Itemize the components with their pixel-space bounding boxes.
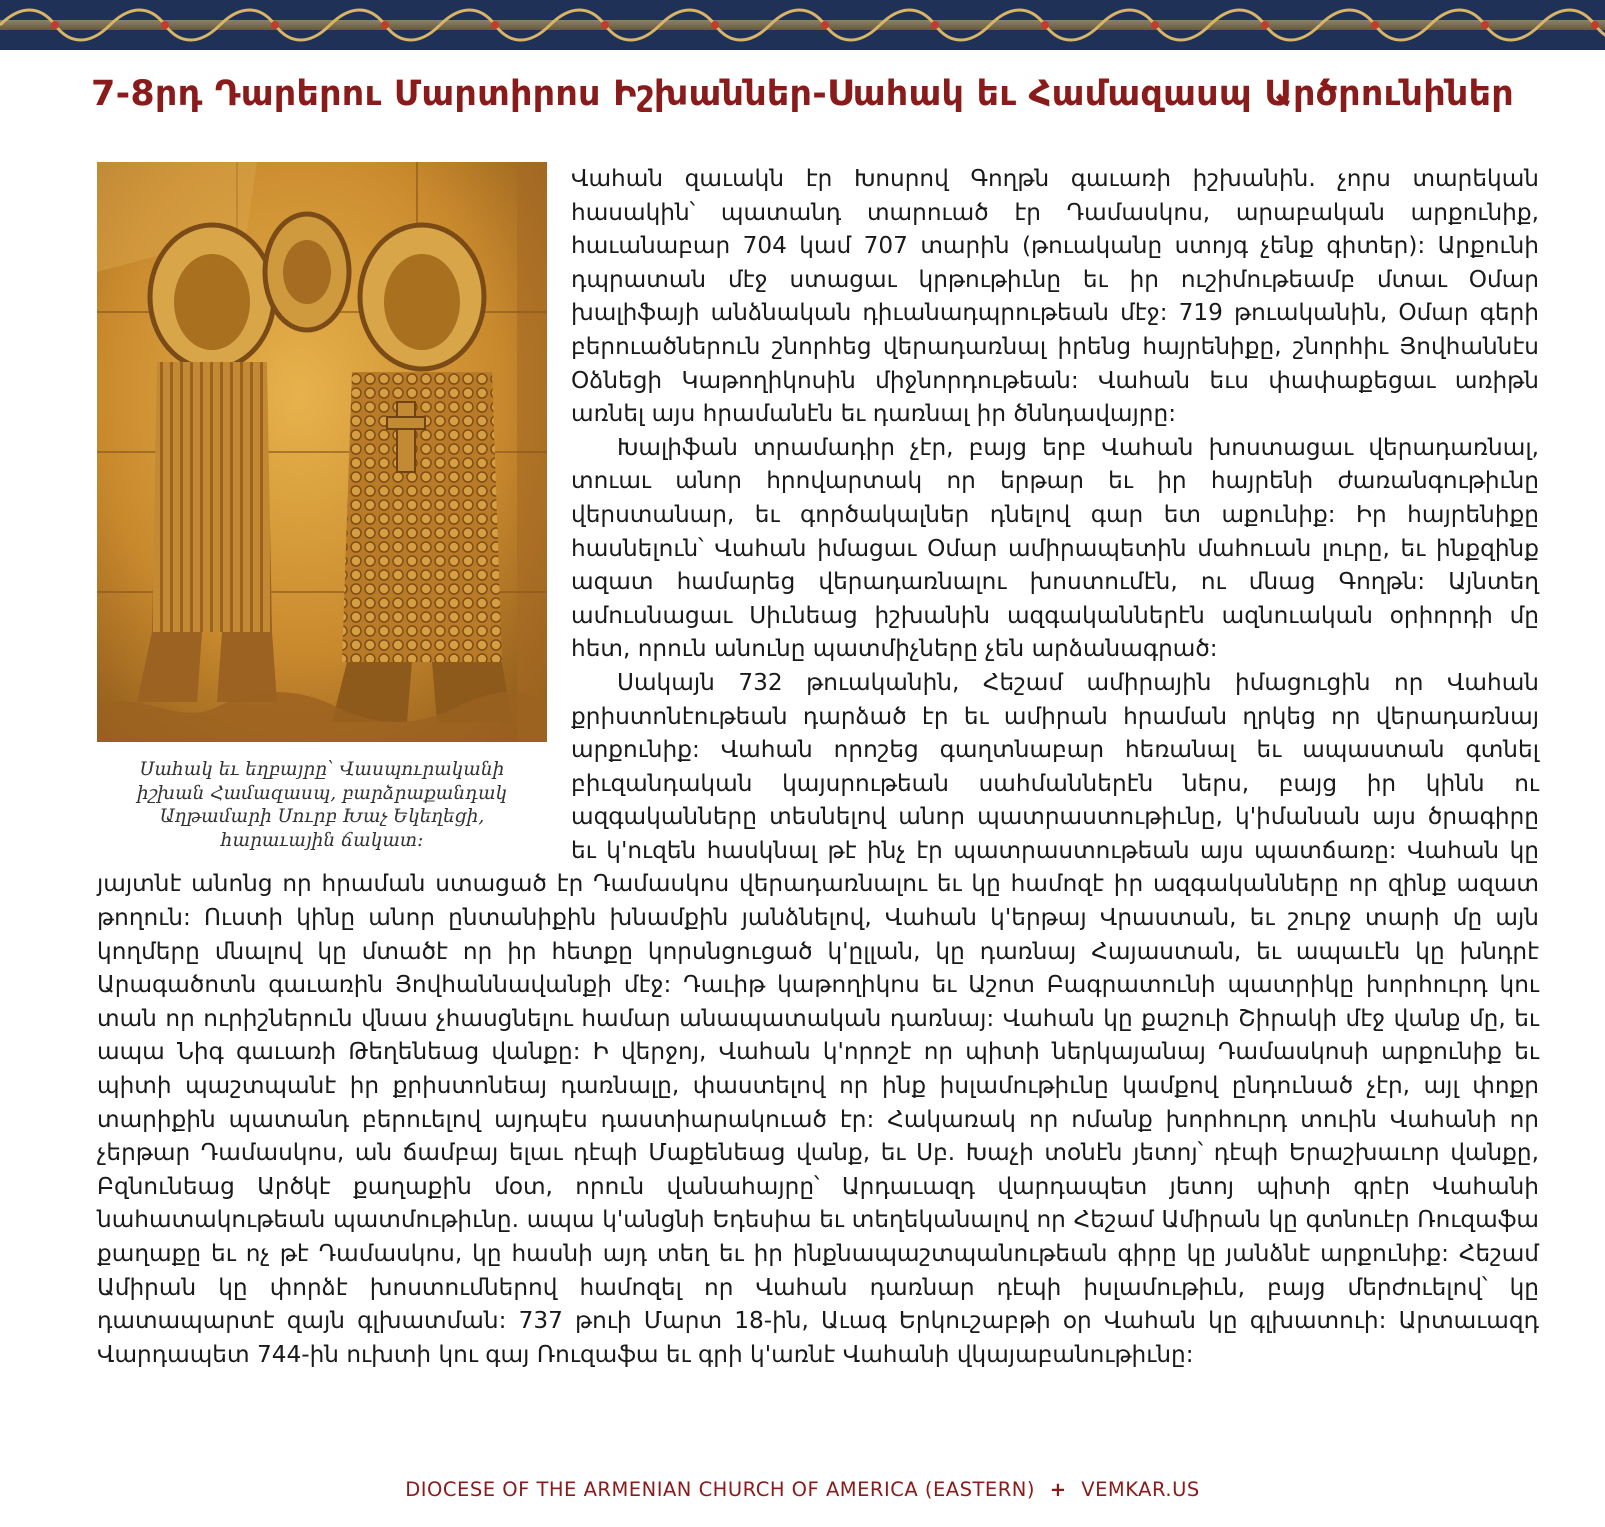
footer-website-link[interactable]: VEMKAR.US (1081, 1478, 1200, 1501)
figure (97, 162, 547, 852)
paragraph: Խալիֆան տրամադիր չէր, բայց երբ Վահան խոստացաւ վերադառնալ, տուաւ անոր հրովարտակ որ երթար եւ իր հայրենի ժառանգութիւնը վերստանար, եւ գործակալներ դնելով գար ետ աքունիք: Իր հայրենիքը հասնելուն՝ Վահան իմացաւ Օմար ամիրապետին մահուան լուրը, եւ ինքզինք ազատ համարեց վերադառնալու խոստումէն, ու մնաց Գողթն: Այնտեղ ամուսնացաւ Սիւնեաց իշխանին ազգականներէն ազնուական օրիորդի մը հետ, որուն անունը պատմիչները չեն արձանագրած: (571, 433, 1539, 663)
article-body (97, 162, 1539, 1371)
page-title: 7-8րդ Դարերու Մարտիրոս Իշխաններ-Սահակ եւ Համազասպ Արծրունիներ (91, 74, 1514, 114)
figure-caption: Սահակ եւ եղբայրը՝ Վասպուրականի իշխան Համազասպ, բարձրաքանդակ Աղթամարի Սուրբ Խաչ Եկեղեցի, հարաւային ճակատ: (136, 759, 508, 851)
footer (0, 1478, 1605, 1501)
paragraph: Սակայն 732 թուականին, Հեշամ ամիրային իմացուցին որ Վահան քրիստոնէութեան դարձած էր եւ ամիրան հրաման ղրկեց որ վերադառնայ արքունիք: Վահան որոշեց գաղտնաբար հեռանալ եւ ապաստան գտնել բիւզանդական կայսրութեան սահմաններէն ներս, բայց իր կինն ու ազգականները տեսնելով անոր պատրաստութիւնը, կ'իմանան այս ծրագիրը եւ կ'ուզեն հասկնալ թէ ինչ էր պատրաստութեան այս պատճառը: Վահան կը յայտնէ անոնց որ հրաման ստացած էր Դամասկոս վերադառնալու եւ կը համոզէ իր ազգականները որ զինք ազատ թողուն: Ուստի կինը անոր ընտանիքին խնամքին յանձնելով, Վահան կ'երթայ Վրաստան, եւ շուրջ տարի մը այն կողմերը մնալով կը մտածէ որ իր հետքը կորսնցուցած կ'ըլլան, կը դառնայ Հայաստան, եւ ապաւէն կը խնդրէ Արագածոտն գաւառին Յովհաննավանքի մէջ: Դաւիթ կաթողիկոս եւ Աշոտ Բագրատունի պատրիկը խորհուրդ կու տան որ ուրիշներուն վնաս չհասցնելու համար անապատական դառնայ: Վահան կը քաշուի Շիրակի մէջ վանք մը, եւ ապա Նիգ գաւառի Թեղենեաց վանքը: Ի վերջոյ, Վահան կ'որոշէ որ պիտի ներկայանայ Դամասկոսի արքունիք եւ պիտի պաշտպանէ իր քրիստոնեայ դառնալը, փաստելով որ ինք իսլամութիւնը կամքով ընդունած չէր, այլ փոքր տարիքին պատանդ բերուելով այդպէս դաստիարակուած էր: Հակառակ որ ոմանք խորհուրդ տուին Վահանի որ չերթար Դամասկոս, ան ճամբայ ելաւ դէպի Մաքենեաց վանք, եւ Սբ. Խաչի տօնէն յետոյ՝ դէպի Երաշխաւոր վանքը, Բզնունեաց Արծկէ քաղաքին մօտ, որուն վանահայրը՝ Արդաւազդ վարդապետ յետոյ պիտի գրէր Վահանի նահատակութեան պատմութիւնը. ապա կ'անցնի Եդեսիա եւ տեղեկանալով որ Հեշամ Ամիրան կը գտնուէր Ռուզաֆա քաղաքը եւ ոչ թէ Դամասկոս, կը հասնի այդ տեղ եւ իր ինքնապաշտպանութեան գիրը կը յանձնէ արքունիք: Հեշամ Ամիրան կը փորձէ խոստումներով համոզել որ Վահան դառնար դէպի իսլամութիւն, բայց մերժուելով՝ կը դատապարտէ զայն գլխատման: 737 թուի Մարտ 18-ին, Աւագ Երկուշաբթի օր Վահան կը գլխատուի: Արտաւազդ Վարդապետ 744-ին ուխտի կու գայ Ռուզաֆա եւ գրի կ'առնէ Վահանի վկայաբանութիւնը: (97, 668, 1539, 1368)
cross-separator: + (1049, 1478, 1067, 1501)
carved-stone-relief-image (97, 162, 547, 742)
paragraph: Վահան զաւակն էր Խոսրով Գողթն գաւառի իշխանին. չորս տարեկան հասակին՝ պատանդ տարուած էր Դամասկոս, արաբական արքունիք, հաւանաբար 704 կամ 707 տարին (թուականը ստոյգ չենք գիտեր): Արքունի դպրատան մէջ ստացաւ կրթութիւնը եւ իր ուշիմութեամբ մտաւ Օմար խալիֆայի անձնական դիւանադպրութեան մէջ: 719 թուականին, Օմար գերի բերուածներուն շնորհեց վերադառնալ իրենց հայրենիքը, շնորհիւ Յովհաննէս Օձնեցի Կաթողիկոսին միջնորդութեան: Վահան եւս փափաքեցաւ առիթն առնել այս հրամանէն եւ դառնալ իր ծննդավայրը: (571, 165, 1539, 428)
ornamental-banner (0, 0, 1605, 50)
footer-organization: DIOCESE OF THE ARMENIAN CHURCH OF AMERICA (EASTERN) (405, 1478, 1035, 1501)
